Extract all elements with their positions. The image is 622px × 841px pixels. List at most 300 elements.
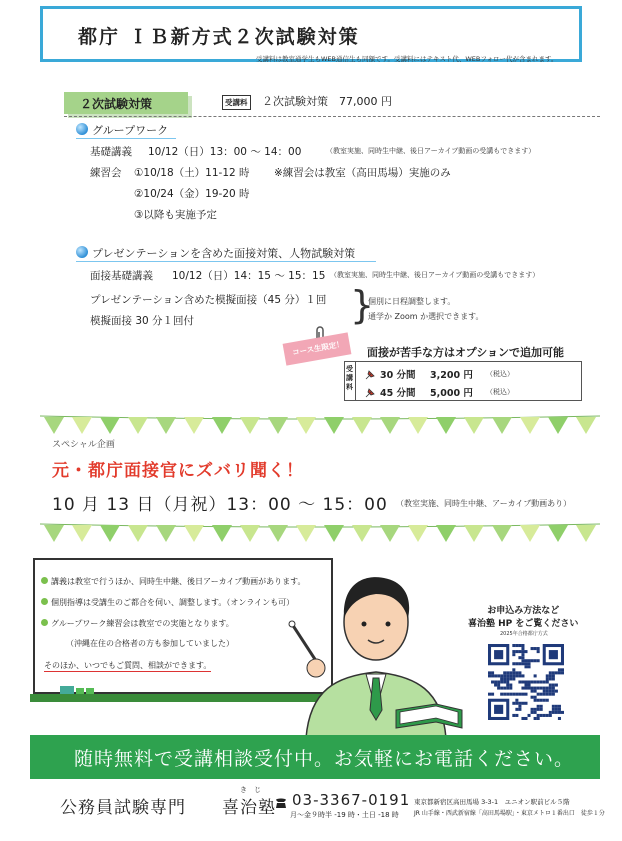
special-date: 10 月 13 日（月祝）13：00 ～ 15：00 <box>52 495 388 515</box>
qr-module <box>515 650 518 653</box>
footer-name: 公務員試験専門 <box>60 798 186 818</box>
pin-icon <box>364 384 376 403</box>
bunting-string <box>40 416 600 419</box>
qr-module <box>549 674 552 677</box>
qr-module <box>531 647 534 650</box>
qr-module <box>518 656 521 659</box>
bunting-flag <box>324 417 344 434</box>
qr-module <box>506 677 509 680</box>
option-row2-time: 45 分間 <box>380 388 416 399</box>
page-title: 都庁 ＩＢ新方式２次試験対策 <box>78 26 360 48</box>
qr-module <box>524 662 527 665</box>
board-item-text: グループワーク練習会は教室での実施となります。 <box>51 619 234 628</box>
qr-module <box>546 674 549 677</box>
qr-module <box>537 717 540 720</box>
bunting-flag <box>464 525 484 542</box>
qr-module <box>509 693 512 696</box>
qr-module <box>534 674 537 677</box>
qr-module <box>558 717 561 720</box>
qr-module <box>521 687 524 690</box>
qr-module <box>546 714 549 717</box>
eraser-icon <box>60 686 74 694</box>
qr-module <box>515 714 518 717</box>
qr-module <box>555 708 558 711</box>
qr-module <box>509 687 512 690</box>
qr-module <box>515 693 518 696</box>
bunting-flag <box>44 417 64 434</box>
qr-module <box>549 693 552 696</box>
apply-line-2: 喜治塾 HP をご覧ください <box>468 619 579 629</box>
bunting-flag <box>296 525 316 542</box>
qr-module <box>546 699 549 702</box>
qr-module <box>500 680 503 683</box>
apply-info <box>468 605 578 631</box>
qr-module <box>518 708 521 711</box>
qr-module <box>537 687 540 690</box>
qr-module <box>518 674 521 677</box>
qr-module <box>561 711 564 714</box>
special-title: 元・都庁面接官にズバリ聞く！ <box>52 461 304 481</box>
qr-module <box>524 717 527 720</box>
bunting-flag <box>212 417 232 434</box>
qr-module <box>555 705 558 708</box>
qr-module <box>552 684 555 687</box>
qr-module <box>503 680 506 683</box>
bunting-flag <box>184 525 204 542</box>
option-fee-label: 受講料 <box>344 361 356 401</box>
qr-module <box>518 693 521 696</box>
bunting-flag <box>520 417 540 434</box>
qr-module <box>506 693 509 696</box>
qr-module <box>540 699 543 702</box>
qr-module <box>515 708 518 711</box>
bunting-flag <box>184 417 204 434</box>
qr-module <box>524 702 527 705</box>
fee-chip: 受講料 <box>222 95 251 110</box>
bunting-flag <box>464 417 484 434</box>
qr-module <box>540 714 543 717</box>
course-limited-label: コース生限定！ <box>291 339 345 358</box>
qr-module <box>549 687 552 690</box>
phone-number[interactable]: 03-3367-0191 <box>292 791 411 809</box>
qr-module <box>531 708 534 711</box>
qr-module <box>552 674 555 677</box>
bunting-flag <box>408 417 428 434</box>
qr-module <box>540 705 543 708</box>
qr-module <box>524 687 527 690</box>
qr-module <box>518 680 521 683</box>
qr-module <box>521 674 524 677</box>
green-bullet-icon <box>41 598 48 605</box>
qr-module <box>555 684 558 687</box>
qr-module <box>503 674 506 677</box>
practice-session-2: ②10/24（金）19-20 時 <box>134 188 250 200</box>
qr-module <box>558 711 561 714</box>
heading-underline <box>76 261 376 262</box>
presentation-heading: プレゼンテーションを含めた面接対策、人物試験対策 <box>92 247 356 260</box>
practice-session-1: ①10/18（土）11-12 時 <box>134 167 250 179</box>
school-name: 喜治塾 <box>222 798 276 818</box>
qr-module <box>506 671 509 674</box>
qr-module <box>543 687 546 690</box>
qr-module <box>534 690 537 693</box>
bunting-flag <box>324 525 344 542</box>
special-note: （教室実施、同時生中継、アーカイブ動画あり） <box>396 499 572 508</box>
bunting-flag <box>100 417 120 434</box>
qr-module <box>537 693 540 696</box>
heading-underline <box>76 138 176 139</box>
bunting-flag <box>436 525 456 542</box>
fee-text: ２次試験対策 77,000 円 <box>262 95 392 108</box>
bunting-flag <box>296 417 316 434</box>
qr-module <box>494 684 497 687</box>
qr-module <box>543 699 546 702</box>
qr-module <box>488 693 491 696</box>
bunting-flag <box>352 417 372 434</box>
qr-module <box>512 674 515 677</box>
qr-module <box>518 644 521 647</box>
qr-module <box>509 671 512 674</box>
chalk-icon <box>86 688 94 694</box>
qr-module <box>518 662 521 665</box>
pin-icon <box>364 366 376 385</box>
chalk-icon <box>76 688 84 694</box>
qr-module <box>494 705 503 714</box>
qr-module <box>491 680 494 683</box>
qr-module <box>531 711 534 714</box>
bunting-flag <box>100 525 120 542</box>
bunting-flag <box>548 417 568 434</box>
qr-module <box>543 693 546 696</box>
qr-module <box>552 711 555 714</box>
qr-module <box>518 671 521 674</box>
interview-basic-label: 面接基礎講義 <box>90 270 153 282</box>
qr-module <box>503 671 506 674</box>
bunting-flag <box>128 525 148 542</box>
bunting-flag <box>520 525 540 542</box>
qr-module <box>509 674 512 677</box>
qr-module <box>494 674 497 677</box>
qr-module <box>500 674 503 677</box>
qr-module <box>491 693 494 696</box>
board-item-text: 講義は教室で行うほか、同時生中継、後日アーカイブ動画があります。 <box>51 577 306 586</box>
qr-module <box>537 708 540 711</box>
qr-module <box>521 693 524 696</box>
qr-module <box>537 647 540 650</box>
practice-note: ※練習会は教室（高田馬場）実施のみ <box>274 167 451 179</box>
qr-module <box>546 687 549 690</box>
qr-module <box>549 677 552 680</box>
qr-module <box>540 680 543 683</box>
qr-module <box>534 647 537 650</box>
option-row1-time: 30 分間 <box>380 370 416 381</box>
basic-lecture-note: （教室実施、同時生中継、後日アーカイブ動画の受講もできます） <box>326 147 536 155</box>
qr-module <box>497 684 500 687</box>
qr-module <box>506 674 509 677</box>
qr-module <box>512 653 515 656</box>
bunting-flag <box>492 417 512 434</box>
blue-bullet-icon <box>76 123 88 135</box>
qr-module <box>515 699 518 702</box>
qr-module <box>552 693 555 696</box>
qr-module <box>506 687 509 690</box>
qr-module <box>524 693 527 696</box>
group-work-heading: グループワーク <box>92 124 169 137</box>
qr-module <box>534 680 537 683</box>
qr-module <box>524 684 527 687</box>
access-info: JR 山手線・西武新宿線「高田馬場駅」・東京メトロ１番出口 徒歩１分 <box>414 810 605 817</box>
basic-lecture-label: 基礎講義 <box>90 146 132 158</box>
qr-module <box>515 674 518 677</box>
course-limited-tag <box>283 332 352 365</box>
qr-module <box>531 690 534 693</box>
dashed-divider <box>64 116 600 117</box>
qr-module <box>506 684 509 687</box>
qr-module <box>509 684 512 687</box>
qr-module <box>524 659 527 662</box>
qr-module <box>558 671 561 674</box>
qr-module <box>540 708 543 711</box>
qr-module <box>549 650 558 659</box>
qr-module <box>518 702 521 705</box>
qr-module <box>512 702 515 705</box>
qr-module <box>552 705 555 708</box>
qr-module <box>521 656 524 659</box>
qr-module <box>534 687 537 690</box>
qr-module <box>537 659 540 662</box>
qr-module <box>528 687 531 690</box>
qr-module <box>494 680 497 683</box>
qr-module <box>491 674 494 677</box>
section-tag-label: ２次試験対策 <box>80 97 153 111</box>
qr-module <box>500 687 503 690</box>
qr-module <box>506 680 509 683</box>
qr-module <box>521 647 524 650</box>
qr-module <box>518 705 521 708</box>
qr-module <box>546 680 549 683</box>
apply-line-1: お申込み方法など <box>487 606 560 616</box>
qr-module <box>546 690 549 693</box>
bunting-flag <box>268 417 288 434</box>
practice-session-3: ③以降も実施予定 <box>134 209 217 221</box>
qr-module <box>528 680 531 683</box>
qr-module <box>534 696 537 699</box>
option-row2-price: 5,000 円 <box>430 388 473 399</box>
qr-module <box>558 668 561 671</box>
brace-note-2: 通学か Zoom か選択できます。 <box>368 312 484 321</box>
teacher-illustration <box>286 560 466 742</box>
qr-module <box>543 680 546 683</box>
qr-module <box>537 714 540 717</box>
bunting-flag <box>156 525 176 542</box>
option-row1-price: 3,200 円 <box>430 370 473 381</box>
blue-bullet-icon <box>76 246 88 258</box>
bunting-flag <box>492 525 512 542</box>
qr-module <box>512 662 515 665</box>
qr-module <box>497 680 500 683</box>
option-row1-tax: （税込） <box>486 370 514 378</box>
qr-module <box>521 650 524 653</box>
qr-module <box>521 659 524 662</box>
qr-module <box>497 687 500 690</box>
phone-icon <box>274 795 288 814</box>
board-item-2 <box>41 597 294 608</box>
bunting-flag <box>380 525 400 542</box>
bunting-flag <box>576 417 596 434</box>
qr-module <box>534 699 537 702</box>
board-item-4: （沖縄在住の合格者の方も参加していました） <box>66 639 234 648</box>
qr-module <box>546 677 549 680</box>
qr-module <box>512 671 515 674</box>
basic-lecture-time: 10/12（日）13：00 ～ 14：00 <box>148 146 302 158</box>
qr-module <box>528 714 531 717</box>
qr-caption: 2025年合格都庁方式 <box>500 631 548 637</box>
qr-module <box>549 714 552 717</box>
qr-module <box>515 671 518 674</box>
bunting-flag <box>352 525 372 542</box>
qr-module <box>521 662 524 665</box>
bunting-string <box>40 524 600 527</box>
qr-module <box>543 714 546 717</box>
qr-module <box>531 696 534 699</box>
qr-module <box>540 687 543 690</box>
bunting-flag <box>72 417 92 434</box>
bunting-flag <box>408 525 428 542</box>
section-tag <box>64 92 188 114</box>
qr-module <box>500 677 503 680</box>
qr-module <box>534 711 537 714</box>
qr-module <box>512 644 515 647</box>
qr-module <box>549 690 552 693</box>
banner-text: 随時無料で受講相談受付中。お気軽にお電話ください。 <box>74 748 575 770</box>
bunting-flag <box>128 417 148 434</box>
qr-module <box>534 717 537 720</box>
bunting-flag <box>240 417 260 434</box>
qr-module <box>537 680 540 683</box>
bunting-flag <box>268 525 288 542</box>
qr-module <box>512 693 515 696</box>
special-subtitle: スペシャル企画 <box>52 440 115 450</box>
qr-code[interactable] <box>488 634 564 720</box>
qr-module <box>524 650 527 653</box>
qr-module <box>494 650 503 659</box>
qr-module <box>503 693 506 696</box>
green-bullet-icon <box>41 619 48 626</box>
option-row2-tax: （税込） <box>486 388 514 396</box>
qr-module <box>555 690 558 693</box>
qr-module <box>549 711 552 714</box>
qr-module <box>515 702 518 705</box>
qr-module <box>531 687 534 690</box>
qr-module <box>543 690 546 693</box>
qr-module <box>512 677 515 680</box>
board-item-3 <box>41 618 234 629</box>
qr-module <box>549 671 552 674</box>
office-hours: 月～金９時半 -19 時・土日 -18 時 <box>290 811 399 819</box>
qr-module <box>488 674 491 677</box>
mock-interview-line-2: 模擬面接 30 分１回付 <box>90 315 195 327</box>
bunting-flag <box>72 525 92 542</box>
qr-module <box>540 693 543 696</box>
school-ruby: き じ <box>240 786 261 794</box>
qr-module <box>537 699 540 702</box>
bunting-flag <box>156 417 176 434</box>
bunting-bottom <box>40 522 600 544</box>
bunting-flag <box>436 417 456 434</box>
qr-module <box>552 677 555 680</box>
bunting-top <box>40 414 600 436</box>
qr-module <box>552 671 555 674</box>
qr-module <box>561 668 564 671</box>
board-item-1 <box>41 576 305 587</box>
qr-module <box>555 711 558 714</box>
qr-module <box>558 708 561 711</box>
qr-module <box>528 684 531 687</box>
qr-module <box>497 674 500 677</box>
bunting-flag <box>44 525 64 542</box>
qr-module <box>549 684 552 687</box>
bunting-flag <box>212 525 232 542</box>
qr-module <box>534 659 537 662</box>
qr-module <box>512 668 515 671</box>
qr-module <box>528 665 531 668</box>
consultation-banner <box>30 735 600 779</box>
qr-module <box>552 687 555 690</box>
qr-module <box>521 702 524 705</box>
qr-module <box>537 705 540 708</box>
qr-module <box>552 690 555 693</box>
qr-module <box>521 644 524 647</box>
qr-module <box>509 677 512 680</box>
bunting-flag <box>548 525 568 542</box>
address: 東京都新宿区高田馬場 3-3-1 ユニオン駅前ビル５階 <box>414 798 570 806</box>
qr-module <box>512 650 515 653</box>
qr-module <box>531 680 534 683</box>
qr-module <box>528 659 531 662</box>
interview-basic-note: （教室実施、同時生中継、後日アーカイブ動画の受講もできます） <box>330 271 540 279</box>
bunting-flag <box>576 525 596 542</box>
qr-module <box>518 650 521 653</box>
qr-module <box>561 671 564 674</box>
qr-module <box>552 708 555 711</box>
qr-module <box>531 659 534 662</box>
qr-module <box>546 693 549 696</box>
bunting-flag <box>380 417 400 434</box>
qr-module <box>521 653 524 656</box>
qr-module <box>503 687 506 690</box>
qr-module <box>491 671 494 674</box>
qr-module <box>537 650 540 653</box>
qr-module <box>555 671 558 674</box>
brace-note-1: 個別に日程調整します。 <box>368 297 456 306</box>
brace-icon: } <box>350 283 375 327</box>
option-title: 面接が苦手な方はオプションで追加可能 <box>367 346 565 359</box>
mock-interview-line: プレゼンテーション含めた模擬面接（45 分）１回 <box>90 294 327 306</box>
green-bullet-icon <box>41 577 48 584</box>
qr-module <box>500 693 503 696</box>
qr-module <box>534 708 537 711</box>
qr-module <box>488 671 491 674</box>
qr-module <box>515 662 518 665</box>
practice-label: 練習会 <box>90 167 122 179</box>
board-item-text: 個別指導は受講生のご都合を伺い、調整します。（オンラインも可） <box>51 598 295 607</box>
qr-module <box>512 714 515 717</box>
qr-module <box>503 677 506 680</box>
qr-module <box>524 665 527 668</box>
qr-module <box>521 680 524 683</box>
interview-basic-time: 10/12（日）14：15 ～ 15：15 <box>172 270 326 282</box>
qr-module <box>524 680 527 683</box>
